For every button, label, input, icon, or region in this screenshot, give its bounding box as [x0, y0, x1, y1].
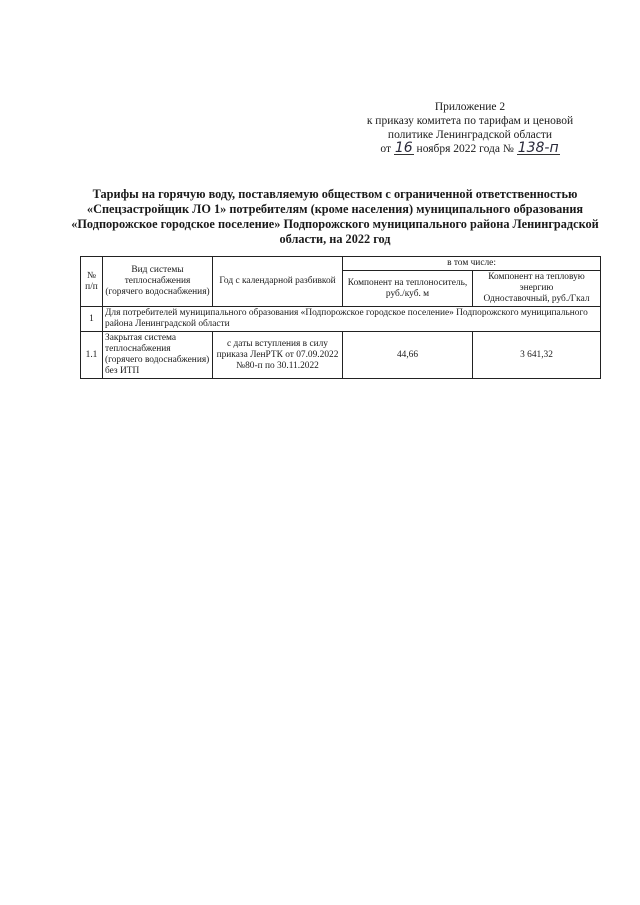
header-row-1	[81, 257, 601, 271]
header-num: № п/п	[81, 257, 103, 307]
date-middle: ноября 2022 года №	[416, 143, 514, 155]
title-line-2: «Спецзастройщик ЛО 1» потребителям (кроме населения) муниципального образования	[86, 202, 584, 216]
row-system: Закрытая система теплоснабжения (горячего водоснабжения) без ИТП	[103, 332, 213, 379]
appendix-order-line: к приказу комитета по тарифам и ценовой	[366, 115, 574, 127]
appendix-title: Приложение 2	[434, 101, 506, 113]
handwritten-number: 138-п	[517, 140, 559, 156]
header-energy	[473, 271, 601, 307]
group-row	[81, 307, 601, 332]
handwritten-day: 16	[394, 140, 413, 156]
header-system: Вид системы теплоснабжения (горячего водоснабжения)	[103, 257, 213, 307]
header-year: Год с календарной разбивкой	[213, 257, 343, 307]
table-row	[81, 332, 601, 379]
header-energy-rate: Одноставочный, руб./Гкал	[483, 294, 590, 304]
group-num: 1	[81, 307, 103, 332]
row-carrier: 44,66	[343, 332, 473, 379]
title-line-3: «Подпорожское городское поселение» Подпорожского муниципального района Ленинградской	[71, 217, 599, 231]
header-including: в том числе:	[343, 257, 601, 271]
date-prefix: от	[380, 143, 391, 155]
tariff-table	[80, 256, 601, 379]
row-num: 1.1	[81, 332, 103, 379]
title-line-4: области, на 2022 год	[279, 232, 391, 246]
header-carrier: Компонент на теплоноситель, руб./куб. м	[343, 271, 473, 307]
row-period: с даты вступления в силу приказа ЛенРТК от 07.09.2022 №80-п по 30.11.2022	[213, 332, 343, 379]
appendix-date-line	[330, 142, 610, 156]
appendix-committee-line: политике Ленинградской области	[387, 129, 553, 141]
row-energy: 3 641,32	[473, 332, 601, 379]
header-energy-label: Компонент на тепловую энергию	[488, 272, 585, 293]
title-line-1: Тарифы на горячую воду, поставляемую обществом с ограниченной ответственностью	[92, 187, 578, 201]
appendix-header	[330, 100, 610, 156]
group-text: Для потребителей муниципального образования «Подпорожское городское поселение» Подпорожского муниципального района Ленинградской области	[103, 307, 601, 332]
document-title	[70, 187, 600, 247]
